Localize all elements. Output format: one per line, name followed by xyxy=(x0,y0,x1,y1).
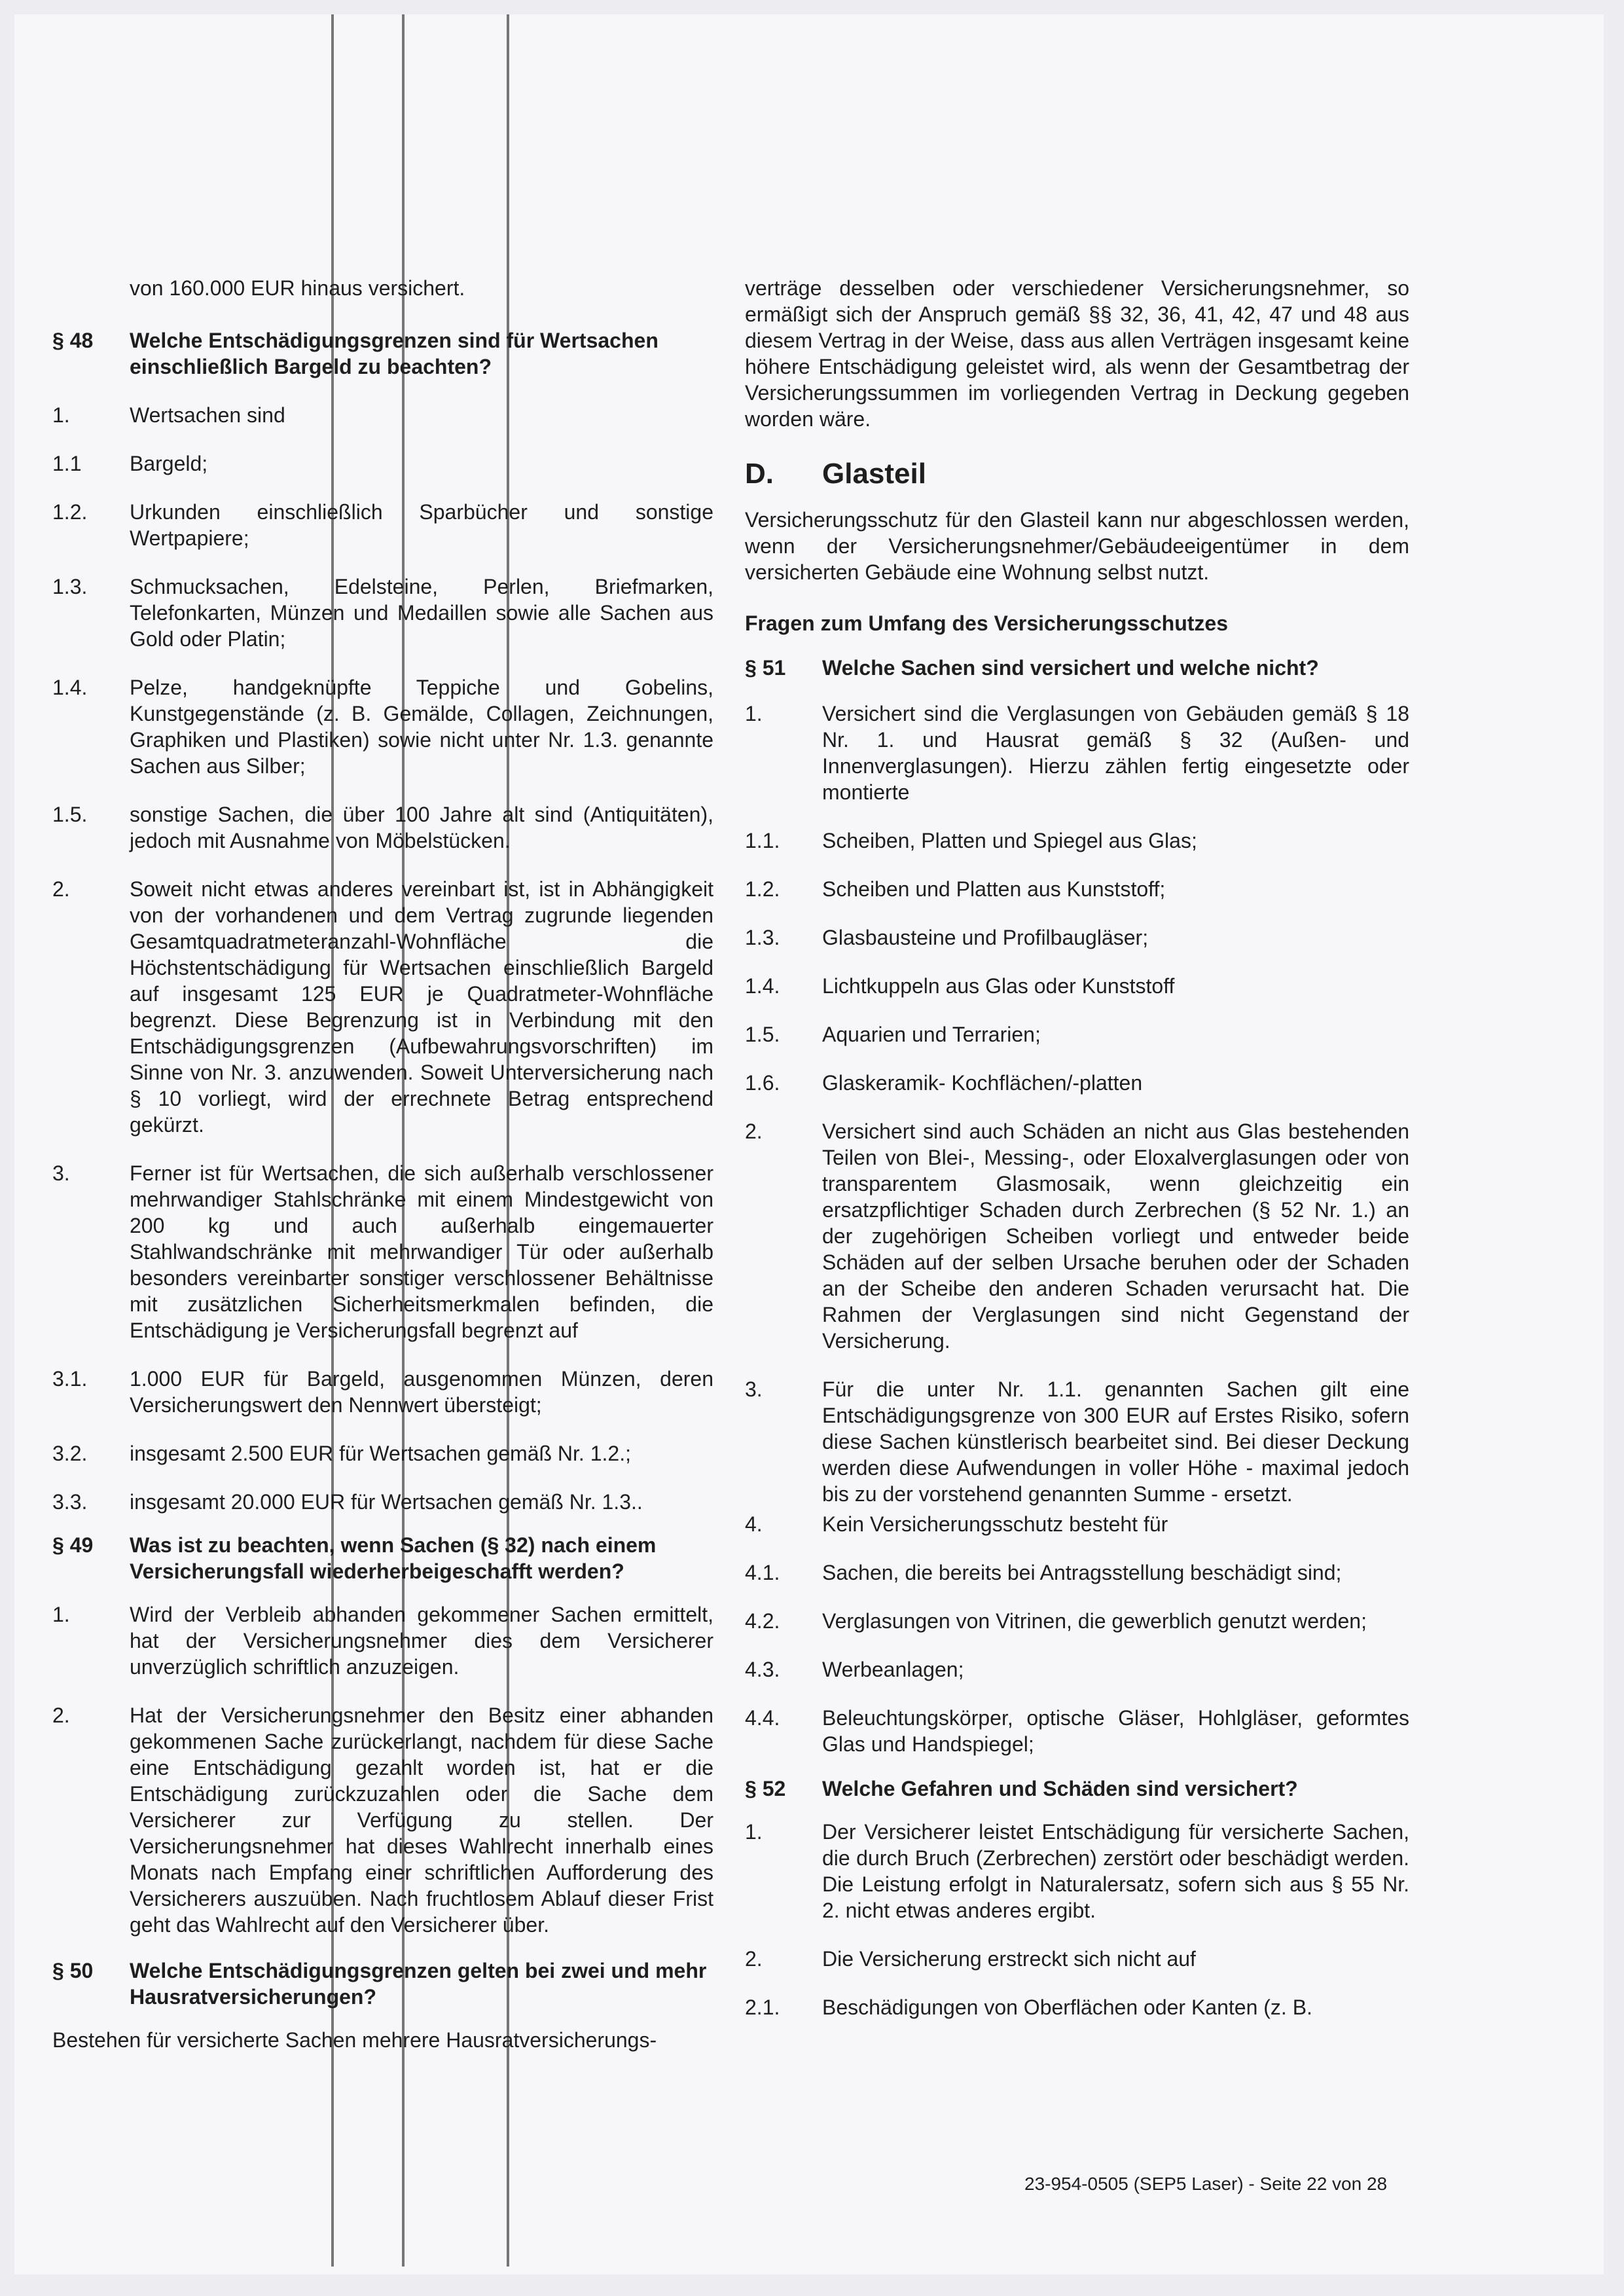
section-number: § 50 xyxy=(52,1959,94,1982)
list-item: 1.3. Schmucksachen, Edelsteine, Perlen, Briefmarken, Telefonkarten, Münzen und Medaillen sowie alle Sachen aus Gold oder Platin; xyxy=(52,575,713,651)
list-item: 1.5. sonstige Sachen, die über 100 Jahre alt sind (Antiquitäten), jedoch mit Ausnahme von Möbelstücken. xyxy=(52,803,713,852)
list-item: 4.3. Werbeanlagen; xyxy=(745,1658,964,1681)
part-d-text: Versicherungsschutz für den Glasteil kann nur abgeschlossen werden, wenn der Versicherungsnehmer/Gebäudeeigentümer in dem versicherten Gebäude eine Wohnung selbst nutzt. xyxy=(745,508,1409,584)
list-item: 3. Für die unter Nr. 1.1. genannten Sachen gilt eine Entschädigungsgrenze von 300 EUR auf Erstes Risiko, sofern diese Sachen künstlerisch bearbeitet sind. Bei dieser Deckung werden diese Aufwendungen in voller Höhe - maximal jedoch bis zu der vorstehend genannten Summe - ersetzt. xyxy=(745,1377,1409,1506)
intro-text: von 160.000 EUR hinaus versichert. xyxy=(130,276,465,300)
subheading: Fragen zum Umfang des Versicherungsschutzes xyxy=(745,611,1228,635)
list-item: 1.2. Urkunden einschließlich Sparbücher und sonstige Wertpapiere; xyxy=(52,500,713,550)
list-item: 3.3. insgesamt 20.000 EUR für Wertsachen gemäß Nr. 1.3.. xyxy=(52,1490,643,1514)
list-item: 2.1. Beschädigungen von Oberflächen oder Kanten (z. B. xyxy=(745,1995,1312,2019)
list-item: 2. Die Versicherung erstreckt sich nicht auf xyxy=(745,1947,1196,1971)
list-item: 2. Versichert sind auch Schäden an nicht aus Glas bestehenden Teilen von Blei-, Messing-, oder Eloxalverglasungen oder von transparentem Glasmosaik, wenn gleichzeitig ein ersatzpflichtiger Schaden durch Zerbrechen (§ 52 Nr. 1.) an der zugehörigen Scheiben vorliegt und entweder beide Schäden auf der selben Ursache beruhen oder der Schaden an der Scheibe den anderen Schaden verursacht hat. Die Rahmen der Verglasungen sind nicht Gegenstand der Versicherung. xyxy=(745,1120,1409,1353)
section-title: Was ist zu beachten, wenn Sachen (§ 32) nach einem Versicherungsfall wiederherbeigeschafft werden? xyxy=(130,1533,657,1583)
list-item: 1. Wertsachen sind xyxy=(52,403,285,427)
list-item: 4.4. Beleuchtungskörper, optische Gläser, Hohlgläser, geformtes Glas und Handspiegel; xyxy=(745,1706,1409,1756)
list-item: 1.1. Scheiben, Platten und Spiegel aus Glas; xyxy=(745,829,1197,852)
section-number: § 51 xyxy=(745,656,786,680)
section-51-heading xyxy=(745,655,1409,681)
part-d-heading xyxy=(745,456,1409,492)
right-column xyxy=(745,275,1409,2020)
list-item: 1.4. Lichtkuppeln aus Glas oder Kunststoff xyxy=(745,974,1175,998)
list-item: 2. Soweit nicht etwas anderes vereinbart ist, ist in Abhängigkeit von der vorhandenen und dem Vertrag zugrunde liegenden Gesamtquadratmeteranzahl-Wohnfläche die Höchstentschädigung für Wertsachen einschließlich Bargeld auf insgesamt 125 EUR je Quadratmeter-Wohnfläche begrenzt. Diese Begrenzung ist in Verbindung mit den Entschädigungsgrenzen (Aufbewahrungsvorschriften) im Sinne von Nr. 3. anzuwenden. Soweit Unterversicherung nach § 10 vorliegt, wird der errechnete Betrag entsprechend gekürzt. xyxy=(52,877,713,1137)
list-item: 1.6. Glaskeramik- Kochflächen/-platten xyxy=(745,1071,1143,1095)
list-item: 3. Ferner ist für Wertsachen, die sich außerhalb verschlossener mehrwandiger Stahlschränke mit einem Mindestgewicht von 200 kg und auch außerhalb eingemauerter Stahlwandschränke mit mehrwandiger Tür oder außerhalb besonders vereinbarter sonstiger verschlossener Behältnisse mit zusätzlichen Sicherheitsmerkmalen befinden, die Entschädigung je Versicherungsfall begrenzt auf xyxy=(52,1161,713,1342)
section-48-heading xyxy=(52,327,713,380)
list-item: 1.3. Glasbausteine und Profilbaugläser; xyxy=(745,926,1149,949)
section-50-text: Bestehen für versicherte Sachen mehrere Hausratversicherungs- xyxy=(52,2028,657,2052)
list-item: 1. Versichert sind die Verglasungen von Gebäuden gemäß § 18 Nr. 1. und Hausrat gemäß § 32 (Außen- und Innenverglasungen). Hierzu zählen fertig eingesetzte oder montierte xyxy=(745,702,1409,804)
part-title: Glasteil xyxy=(822,458,926,490)
section-title: Welche Sachen sind versichert und welche nicht? xyxy=(822,656,1319,680)
list-item: 1.5. Aquarien und Terrarien; xyxy=(745,1023,1041,1046)
list-item: 1.1 Bargeld; xyxy=(52,452,208,475)
section-title: Welche Gefahren und Schäden sind versichert? xyxy=(822,1777,1298,1800)
list-item: 2. Hat der Versicherungsnehmer den Besitz einer abhanden gekommenen Sache zurückerlangt, nachdem für diese Sache eine Entschädigung gezahlt worden ist, hat er die Entschädigung zurückzuzahlen oder die Sache dem Versicherer zur Verfügung zu stellen. Der Versicherungsnehmer hat dieses Wahlrecht innerhalb eines Monats nach Empfang einer schriftlichen Aufforderung des Versicherers auszuüben. Nach fruchtlosem Ablauf dieser Frist geht das Wahlrecht auf den Versicherer über. xyxy=(52,1704,713,1937)
part-letter: D. xyxy=(745,458,774,490)
list-item: 4.1. Sachen, die bereits bei Antragsstellung beschädigt sind; xyxy=(745,1561,1342,1584)
list-item: 4. Kein Versicherungsschutz besteht für xyxy=(745,1512,1168,1536)
section-50-heading xyxy=(52,1958,713,2010)
section-title: Welche Entschädigungsgrenzen sind für Wertsachen einschließlich Bargeld zu beachten? xyxy=(130,329,659,378)
list-item: 1.2. Scheiben und Platten aus Kunststoff; xyxy=(745,877,1166,901)
list-item: 4.2. Verglasungen von Vitrinen, die gewerblich genutzt werden; xyxy=(745,1609,1367,1633)
section-number: § 48 xyxy=(52,329,94,352)
list-item: 3.2. insgesamt 2.500 EUR für Wertsachen gemäß Nr. 1.2.; xyxy=(52,1442,631,1465)
section-number: § 52 xyxy=(745,1777,786,1800)
section-49-heading xyxy=(52,1532,713,1584)
page-footer: 23-954-0505 (SEP5 Laser) - Seite 22 von 28 xyxy=(1024,2174,1388,2194)
list-item: 1.4. Pelze, handgeknüpfte Teppiche und Gobelins, Kunstgegenstände (z. B. Gemälde, Collagen, Zeichnungen, Graphiken und Plastiken) sowie nicht unter Nr. 1.3. genannte Sachen aus Silber; xyxy=(52,676,713,778)
list-item: 1. Wird der Verbleib abhanden gekommener Sachen ermittelt, hat der Versicherungsnehmer dies dem Versicherer unverzüglich schriftlich anzuzeigen. xyxy=(52,1603,713,1679)
section-title: Welche Entschädigungsgrenzen gelten bei zwei und mehr Hausratversicherungen? xyxy=(130,1959,707,2009)
list-item: 1. Der Versicherer leistet Entschädigung für versicherte Sachen, die durch Bruch (Zerbrechen) zerstört oder beschädigt werden. Die Leistung erfolgt in Naturalersatz, sofern sich aus § 55 Nr. 2. nicht etwas anderes ergibt. xyxy=(745,1820,1409,1922)
list-item: 3.1. 1.000 EUR für Bargeld, ausgenommen Münzen, deren Versicherungswert den Nennwert übersteigt; xyxy=(52,1367,713,1417)
left-column xyxy=(52,275,713,2053)
continuation-text: verträge desselben oder verschiedener Versicherungsnehmer, so ermäßigt sich der Anspruch gemäß §§ 32, 36, 41, 42, 47 und 48 aus diesem Vertrag in der Weise, dass aus allen Verträgen insgesamt keine höhere Entschädigung geleistet wird, als wenn der Gesamtbetrag der Versicherungssummen im vorliegenden Vertrag in Deckung gegeben worden wäre. xyxy=(745,276,1409,431)
section-52-heading xyxy=(745,1776,1409,1802)
section-number: § 49 xyxy=(52,1533,94,1557)
